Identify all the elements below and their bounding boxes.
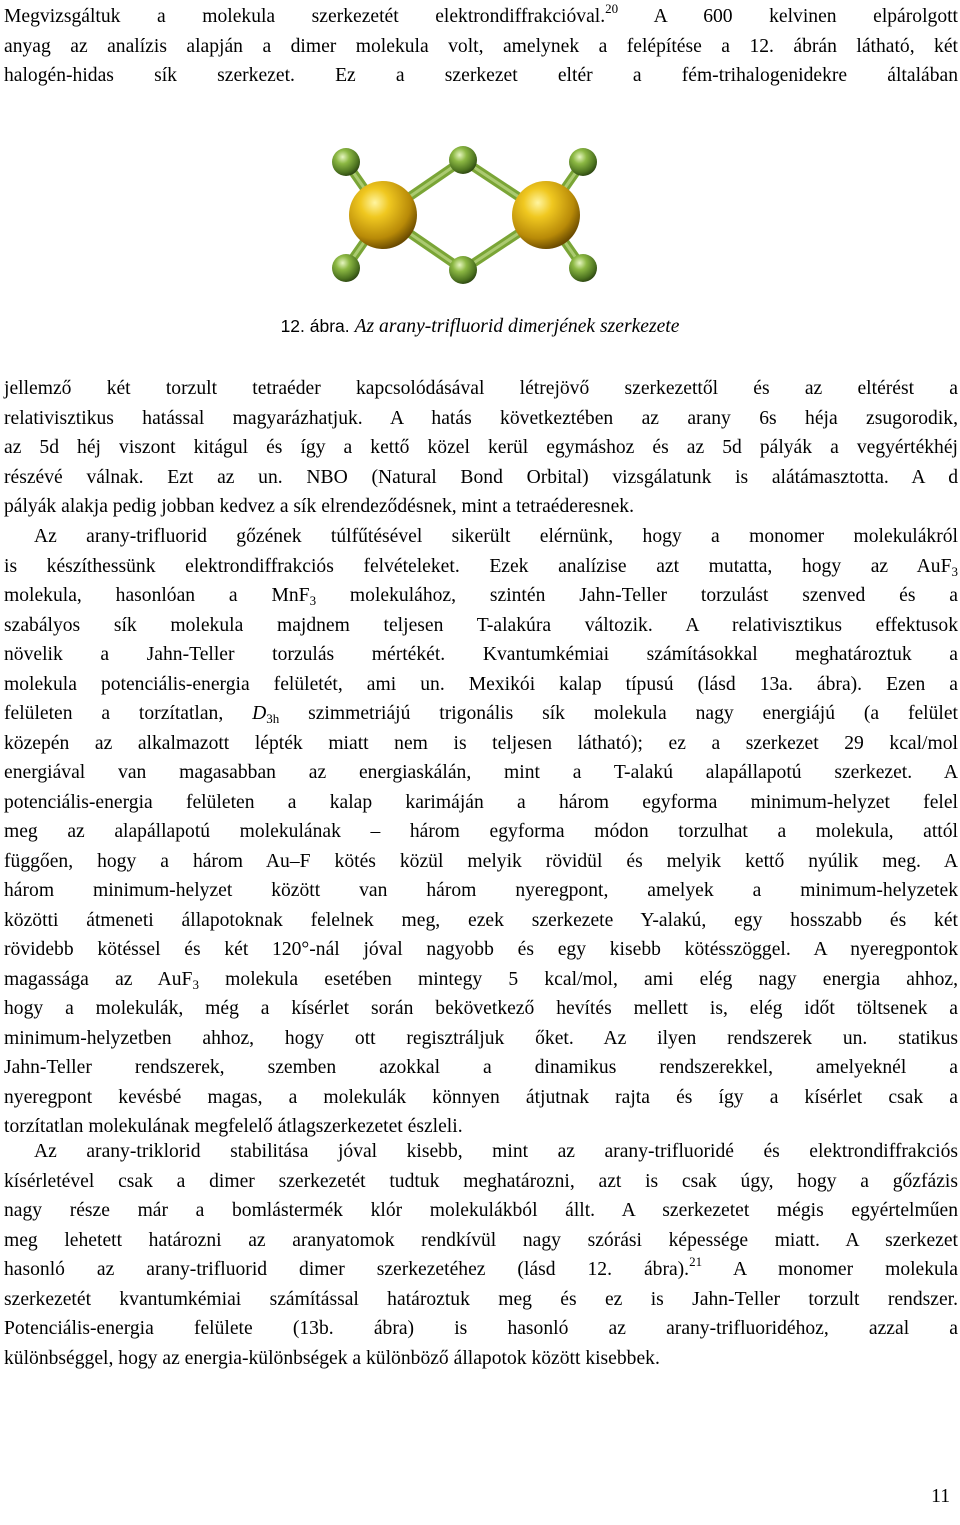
text-run: szimmetriájú trigonális sík molekula nagy energiájú (a felület [279, 703, 958, 724]
intro-paragraph [4, 2, 958, 91]
text-run: molekula, hasonlóan a MnF [4, 585, 310, 606]
text-run: molekula esetében mintegy 5 kcal/mol, ami elég nagy energia ahhoz, [198, 968, 958, 990]
subscript: 3h [266, 711, 280, 726]
fluorine-atom [332, 254, 360, 282]
text-run: felületen a torzítatlan, [4, 703, 253, 724]
fluorine-atom [332, 148, 360, 176]
text-line: torzítatlan molekulának megfelelő átlagszerkezetet észleli. [4, 1116, 463, 1137]
bridging-fluorine-atom [449, 146, 477, 174]
paragraph-3 [4, 1137, 958, 1373]
text-line [4, 965, 958, 995]
text-line: meg lehetett határozni az aranyatomok rendkívül nagy szórási képessége miatt. A szerkezet [4, 1229, 958, 1251]
footnote-ref-20[interactable]: 20 [605, 1, 619, 16]
subscript: 3 [309, 593, 317, 608]
text-line: jellemző két torzult tetraéder kapcsolódásával létrejövő szerkezettől és az eltérést a [4, 378, 958, 399]
text-line: közötti átmeneti állapotoknak felelnek meg, ezek szerkezete Y-alakú, egy hosszabb és két [4, 909, 958, 931]
gold-atom-right [512, 181, 580, 249]
text-line: pályák alakja pedig jobban kedvez a sík elrendeződésnek, mint a tetraéderesnek. [4, 496, 634, 517]
text-line: növelik a Jahn-Teller torzulás mértékét. Kvantumkémiai számításokkal meghatároztuk a [4, 644, 958, 665]
text-line: függően, hogy a három Au–F kötés közül melyik rövidül és melyik kettő nyúlik meg. A [4, 850, 958, 872]
paragraph-1 [4, 374, 958, 522]
text-line: különbséggel, hogy az energia-különbségek a különböző állapotok között kisebbek. [4, 1347, 660, 1369]
gold-trifluoride-dimer-illustration [283, 140, 645, 290]
text-line [4, 699, 958, 729]
paragraph-2 [4, 522, 958, 1142]
caption-label: 12. ábra. [280, 316, 350, 336]
caption-text: Az arany-trifluorid dimerjének szerkezete [354, 316, 680, 337]
text-line: kísérletével csak a dimer szerkezetét tudtuk meghatározni, azt is csak úgy, hogy a gőzfázis [4, 1170, 958, 1192]
text-line: az 5d héj viszont kitágul és így a kettő közel kerül egymáshoz és az 5d pályák a vegyértékhéj [4, 437, 958, 458]
fluorine-atom [569, 254, 597, 282]
intro-text: A 600 kelvinen elpárolgott [618, 6, 959, 27]
text-line [4, 581, 958, 611]
symmetry-symbol: D [252, 703, 267, 724]
molecule-figure [283, 140, 645, 290]
text-line: nyeregpont kevésbé magas, a molekulák könnyen átjutnak rajta és így a kísérlet csak a [4, 1086, 958, 1108]
text-line: hogy a molekulák, még a kísérlet során bekövetkező hevítés mellett is, elég időt töltsenek a [4, 998, 958, 1019]
page-number: 11 [931, 1486, 950, 1507]
text-line: szerkezetét kvantumkémiai számítással határoztuk meg és ez is Jahn-Teller torzult rendszer. [4, 1288, 958, 1310]
text-line: meg az alapállapotú molekulának – három egyforma módon torzulhat a molekula, attól [4, 821, 958, 842]
text-line: minimum-helyzetben ahhoz, hogy ott regisztráljuk őket. Az ilyen rendszerek un. statikus [4, 1027, 958, 1049]
text-line: Potenciális-energia felülete (13b. ábra) is hasonló az arany-trifluoridéhoz, azzal a [4, 1318, 958, 1339]
text-run: A monomer molekula [702, 1259, 958, 1280]
text-run: hasonló az arany-trifluorid dimer szerkezetéhez (lásd 12. ábra). [4, 1259, 690, 1280]
intro-line-2: anyag az analízis alapján a dimer molekula volt, amelynek a felépítése a 12. ábrán látható, két [4, 35, 958, 57]
text-run: molekulához, szintén Jahn-Teller torzulást szenved és a [316, 585, 958, 606]
text-line: potenciális-energia felületen a kalap karimáján a három egyforma minimum-helyzet felel [4, 791, 958, 813]
text-run: magassága az AuF [4, 968, 193, 990]
text-line: három minimum-helyzet között van három nyeregpont, amelyek a minimum-helyzetek [4, 880, 958, 901]
gold-atom-left [349, 181, 417, 249]
text-line: közepén az alkalmazott lépték miatt nem is teljesen látható); ez a szerkezet 29 kcal/mol [4, 732, 958, 754]
text-line [4, 1255, 958, 1285]
text-line: relativisztikus hatással magyarázhatjuk. A hatás következtében az arany 6s héja zsugorodik, [4, 407, 958, 429]
fluorine-atom [569, 148, 597, 176]
subscript: 3 [192, 976, 199, 992]
text-line: molekula potenciális-energia felületét, ami un. Mexikói kalap típusú (lásd 13a. ábra). Ezen a [4, 673, 958, 695]
text-line: Jahn-Teller rendszerek, szemben azokkal a dinamikus rendszerekkel, amelyeknél a [4, 1057, 958, 1078]
text-line: részévé válnak. Ezt az un. NBO (Natural Bond Orbital) vizsgálatunk is alátámasztotta. A d [4, 466, 958, 488]
intro-text: Megvizsgáltuk a molekula szerkezetét elektrondiffrakcióval. [4, 6, 606, 27]
text-run: is készíthessünk elektrondiffrakciós felvételeket. Ezek analízise azt mutatta, hogy az AuF [4, 555, 952, 577]
text-line: energiával van magasabban az energiaskálán, mint a T-alakú alapállapotú szerkezet. A [4, 762, 958, 783]
footnote-ref-21[interactable]: 21 [689, 1254, 703, 1269]
text-line [4, 552, 958, 582]
text-line: Az arany-trifluorid gőzének túlfűtésével sikerült elérnünk, hogy a monomer molekulákról [34, 526, 958, 547]
subscript: 3 [951, 563, 958, 579]
bridging-fluorine-atom [449, 256, 477, 284]
intro-line-1 [4, 2, 958, 32]
figure-caption [0, 316, 960, 338]
intro-line-3: halogén-hidas sík szerkezet. Ez a szerkezet eltér a fém-trihalogenidekre általában [4, 65, 958, 86]
text-line: rövidebb kötéssel és két 120°-nál jóval nagyobb és egy kisebb kötésszöggel. A nyeregpontok [4, 939, 958, 960]
text-line: Az arany-triklorid stabilitása jóval kisebb, mint az arany-trifluoridé és elektrondiffrakciós [34, 1141, 958, 1162]
text-line: szabályos sík molekula majdnem teljesen T-alakúra változik. A relativisztikus effektusok [4, 614, 958, 636]
text-line: nagy része már a bomlástermék klór molekulákból állt. A szerkezetet mégis egyértelműen [4, 1200, 958, 1221]
